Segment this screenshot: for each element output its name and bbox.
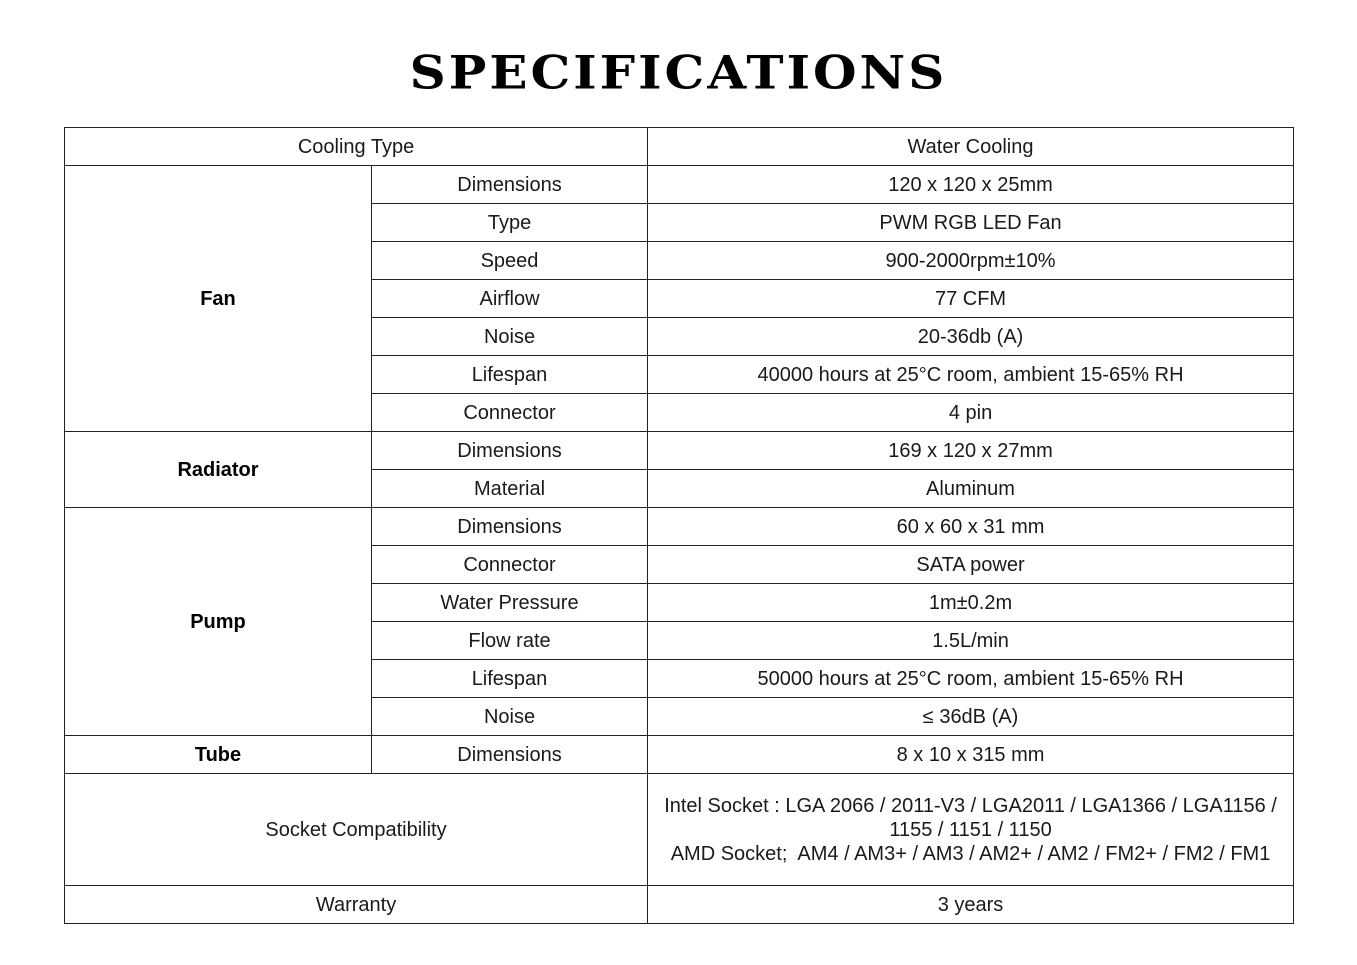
spec-label: Airflow <box>372 280 648 318</box>
warranty-value: 3 years <box>648 886 1294 924</box>
table-row-cooling-type <box>65 128 1294 166</box>
spec-value: PWM RGB LED Fan <box>648 204 1294 242</box>
spec-label: Flow rate <box>372 622 648 660</box>
spec-label: Noise <box>372 698 648 736</box>
spec-label: Connector <box>372 546 648 584</box>
spec-value: ≤ 36dB (A) <box>648 698 1294 736</box>
spec-value: 8 x 10 x 315 mm <box>648 736 1294 774</box>
group-label-pump: Pump <box>65 508 372 736</box>
spec-label: Dimensions <box>372 166 648 204</box>
spec-value: 120 x 120 x 25mm <box>648 166 1294 204</box>
spec-label: Material <box>372 470 648 508</box>
spec-value: 900-2000rpm±10% <box>648 242 1294 280</box>
spec-value: 1.5L/min <box>648 622 1294 660</box>
spec-value: 4 pin <box>648 394 1294 432</box>
spec-value: SATA power <box>648 546 1294 584</box>
spec-label: Connector <box>372 394 648 432</box>
spec-value: 169 x 120 x 27mm <box>648 432 1294 470</box>
spec-label: Lifespan <box>372 660 648 698</box>
table-row <box>65 508 1294 546</box>
amd-socket-text: AMD Socket; AM4 / AM3+ / AM3 / AM2+ / AM2 / FM2+ / FM2 / FM1 <box>670 842 1271 865</box>
table-row-warranty <box>65 886 1294 924</box>
spec-value: 77 CFM <box>648 280 1294 318</box>
spec-label: Dimensions <box>372 508 648 546</box>
spec-value: 20-36db (A) <box>648 318 1294 356</box>
table-row <box>65 166 1294 204</box>
table-row-socket <box>65 774 1294 886</box>
socket-compatibility-label: Socket Compatibility <box>65 774 648 886</box>
cooling-type-value: Water Cooling <box>648 128 1294 166</box>
group-label-tube: Tube <box>65 736 372 774</box>
specifications-table <box>64 127 1294 924</box>
spec-label: Dimensions <box>372 432 648 470</box>
page-title: SPECIFICATIONS <box>409 45 948 100</box>
spec-label: Water Pressure <box>372 584 648 622</box>
group-label-radiator: Radiator <box>65 432 372 508</box>
socket-compatibility-value <box>648 774 1294 886</box>
cooling-type-label: Cooling Type <box>65 128 648 166</box>
spec-label: Type <box>372 204 648 242</box>
spec-value: Aluminum <box>648 470 1294 508</box>
spec-label: Dimensions <box>372 736 648 774</box>
spec-label: Lifespan <box>372 356 648 394</box>
spec-label: Speed <box>372 242 648 280</box>
spec-label: Noise <box>372 318 648 356</box>
spec-value: 60 x 60 x 31 mm <box>648 508 1294 546</box>
table-row <box>65 736 1294 774</box>
spec-value: 1m±0.2m <box>648 584 1294 622</box>
warranty-label: Warranty <box>65 886 648 924</box>
spec-value: 50000 hours at 25°C room, ambient 15-65% RH <box>648 660 1294 698</box>
intel-socket-text: Intel Socket : LGA 2066 / 2011-V3 / LGA2011 / LGA1366 / LGA1156 / 1155 / 1151 / 1150 <box>664 794 1277 841</box>
table-row <box>65 432 1294 470</box>
group-label-fan: Fan <box>65 166 372 432</box>
spec-value: 40000 hours at 25°C room, ambient 15-65% RH <box>648 356 1294 394</box>
